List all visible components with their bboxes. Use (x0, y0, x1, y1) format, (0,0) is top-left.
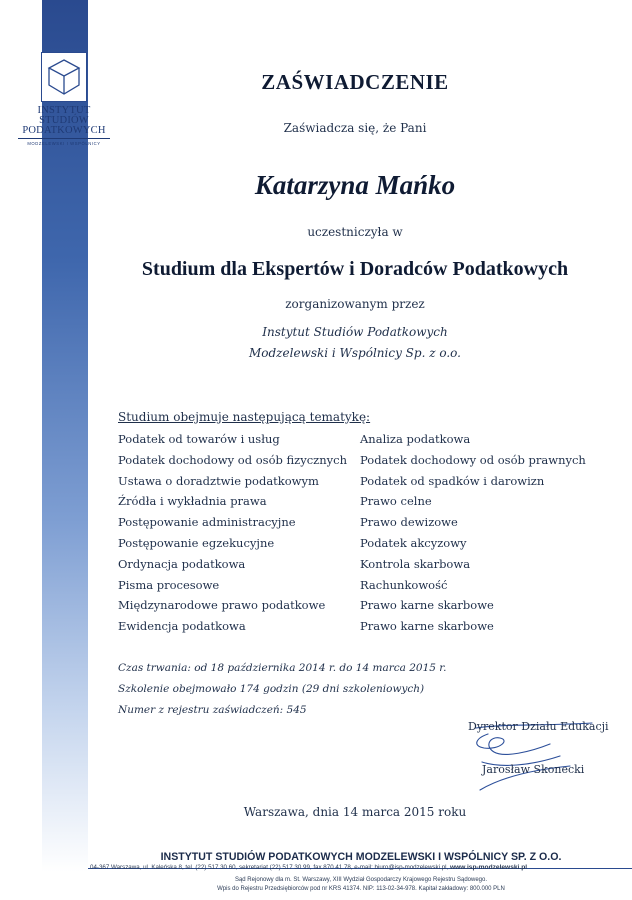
topic-item: Podatek od spadków i darowizn (360, 473, 545, 488)
topic-item: Podatek od towarów i usług (118, 432, 280, 446)
cube-logo-icon (41, 52, 87, 102)
certificate-title: ZAŚWIADCZENIE (261, 70, 449, 94)
topic-item: Ustawa o doradztwie podatkowym (118, 473, 319, 488)
topic-item: Pisma procesowe (118, 577, 220, 592)
topic-item: Źródła i wykładnia prawa (118, 494, 267, 509)
topic-item: Podatek akcyzowy (360, 535, 467, 550)
topic-item: Ordynacja podatkowa (118, 556, 246, 571)
footer-address-text: 04-367 Warszawa, ul. Kaleńska 8, tel. (22) 517 30 60, sekretariat (22) 517 30 99, fax 870 41 78, e-mail: biuro@isp-modzelewski.pl, (90, 864, 449, 871)
topic-item: Prawo dewizowe (360, 515, 458, 530)
topic-item: Postępowanie administracyjne (118, 515, 296, 530)
footer-website: www.isp-modzelewski.pl (449, 864, 528, 871)
logo-name-line: PODATKOWYCH (22, 125, 106, 136)
duration-text: Czas trwania: od 18 października 2014 r. do 14 marca 2015 r. (118, 662, 447, 674)
organized-by-line: zorganizowanym przez (285, 297, 425, 311)
logo-name (18, 106, 110, 136)
topic-item: Prawo karne skarbowe (360, 619, 494, 634)
logo-name-line: INSTYTUT (37, 105, 91, 116)
certifies-line: Zaświadcza się, że Pani (283, 121, 427, 135)
topic-item: Postępowanie egzekucyjne (118, 535, 275, 550)
topic-item: Analiza podatkowa (360, 432, 471, 446)
topic-item: Prawo karne skarbowe (360, 598, 494, 613)
course-name: Studium dla Ekspertów i Doradców Podatkowych (141, 258, 569, 280)
footer-company-name: INSTYTUT STUDIÓW PODATKOWYCH MODZELEWSKI I WSPÓLNICY SP. Z O.O. (160, 851, 562, 863)
footer-registry-2: Wpis do Rejestru Przedsiębiorców pod nr KRS 41374. NIP: 113-02-34-978. Kapitał zakładowy: 800.000 PLN (217, 886, 505, 892)
place-and-date: Warszawa, dnia 14 marca 2015 roku (243, 805, 467, 819)
signatory-title: Dyrektor Działu Edukacji (468, 720, 609, 733)
topic-item: Kontrola skarbowa (360, 556, 471, 571)
topic-item: Międzynarodowe prawo podatkowe (118, 598, 326, 613)
topic-item: Ewidencja podatkowa (118, 619, 246, 634)
topic-item: Podatek dochodowy od osób prawnych (360, 452, 586, 467)
logo-name-line: STUDIÓW (39, 115, 89, 126)
participated-line: uczestniczyła w (307, 225, 403, 239)
institution-line-1: Instytut Studiów Podatkowych (262, 325, 448, 339)
hours-text: Szkolenie obejmowało 174 godzin (29 dni szkoleniowych) (118, 683, 425, 695)
course-details (118, 662, 446, 725)
topic-item: Podatek dochodowy od osób fizycznych (118, 452, 347, 467)
institute-logo (18, 52, 110, 146)
topics-right-column (360, 431, 586, 639)
topics-heading: Studium obejmuje następującą tematykę: (118, 410, 371, 424)
topic-item: Rachunkowość (360, 577, 448, 592)
recipient-name: Katarzyna Mańko (254, 170, 456, 200)
institution-line-2: Modzelewski i Wspólnicy Sp. z o.o. (248, 346, 461, 360)
logo-subtitle: MODZELEWSKI I WSPÓLNICY (18, 138, 110, 146)
footer-address (90, 864, 527, 871)
footer-registry-1: Sąd Rejonowy dla m. St. Warszawy, XIII Wydział Gospodarczy Krajowego Rejestru Sądowego. (234, 877, 488, 883)
topic-item: Prawo celne (360, 494, 432, 509)
signatory-name: Jarosław Skonecki (482, 763, 585, 776)
topics-left-column (118, 431, 347, 639)
register-number: Numer z rejestru zaświadczeń: 545 (118, 704, 307, 716)
